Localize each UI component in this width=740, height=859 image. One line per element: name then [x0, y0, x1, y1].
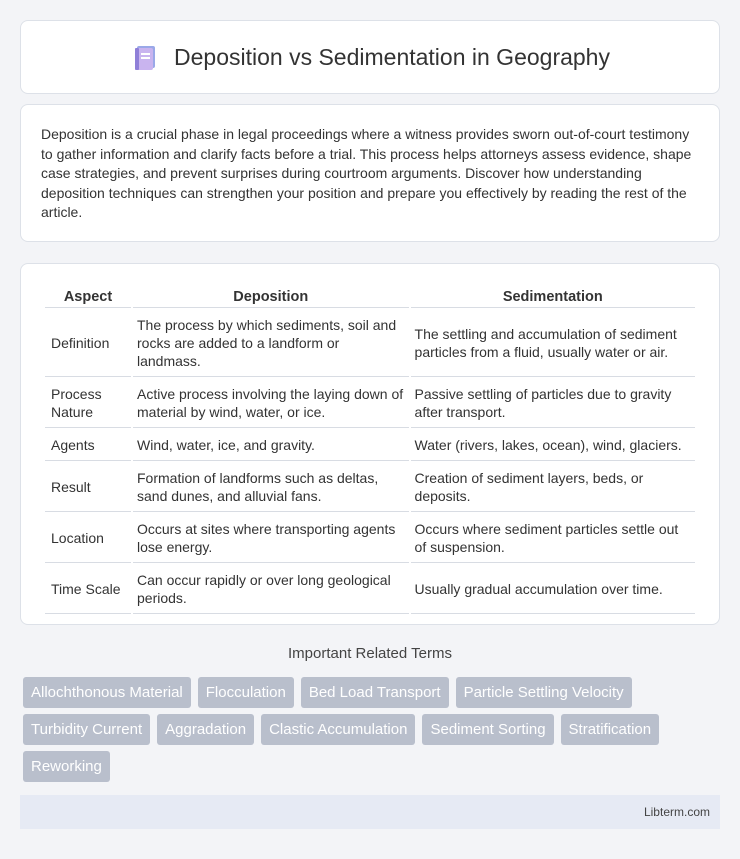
- row-sedimentation: Creation of sediment layers, beds, or deposits.: [411, 463, 695, 512]
- row-sedimentation: Passive settling of particles due to gravity after transport.: [411, 379, 695, 428]
- row-sedimentation: Water (rivers, lakes, ocean), wind, glaciers.: [411, 430, 695, 461]
- table-header-row: [45, 284, 695, 308]
- related-terms-title: Important Related Terms: [288, 645, 452, 662]
- related-term-tag[interactable]: Clastic Accumulation: [261, 714, 415, 745]
- row-aspect: Time Scale: [45, 565, 131, 614]
- row-aspect: Result: [45, 463, 131, 512]
- footer-site-link[interactable]: Libterm.com: [643, 805, 710, 819]
- related-term-tag[interactable]: Stratification: [561, 714, 660, 745]
- row-aspect: Location: [45, 514, 131, 563]
- row-sedimentation: The settling and accumulation of sediment particles from a fluid, usually water or air.: [411, 310, 695, 377]
- header-aspect: Aspect: [45, 284, 131, 308]
- title-wrap: [130, 42, 610, 72]
- related-term-tag[interactable]: Particle Settling Velocity: [456, 677, 632, 708]
- row-deposition: Occurs at sites where transporting agents lose energy.: [133, 514, 409, 563]
- row-sedimentation: Usually gradual accumulation over time.: [411, 565, 695, 614]
- footer: [20, 795, 720, 829]
- related-term-tag[interactable]: Sediment Sorting: [422, 714, 553, 745]
- table-row: [45, 310, 695, 377]
- row-deposition: Active process involving the laying down of material by wind, water, or ice.: [133, 379, 409, 428]
- related-term-tag[interactable]: Allochthonous Material: [23, 677, 191, 708]
- related-terms-list: [23, 677, 723, 782]
- book-icon: [130, 42, 160, 72]
- row-deposition: Formation of landforms such as deltas, sand dunes, and alluvial fans.: [133, 463, 409, 512]
- related-term-tag[interactable]: Aggradation: [157, 714, 254, 745]
- table-row: [45, 514, 695, 563]
- intro-text: Deposition is a crucial phase in legal proceedings where a witness provides sworn out-of-court testimony to gather information and clarify facts before a trial. This process helps attorneys assess evidence, shape case strategies, and prevent surprises during courtroom arguments. Discover how understanding deposition techniques can strengthen your position and prepare you effectively by reading the rest of the article.: [41, 126, 692, 221]
- related-term-tag[interactable]: Flocculation: [198, 677, 294, 708]
- related-term-tag[interactable]: Turbidity Current: [23, 714, 150, 745]
- row-aspect: Definition: [45, 310, 131, 377]
- row-aspect: Agents: [45, 430, 131, 461]
- page-title: Deposition vs Sedimentation in Geography: [174, 43, 610, 70]
- table-row: [45, 565, 695, 614]
- row-deposition: Can occur rapidly or over long geological periods.: [133, 565, 409, 614]
- row-aspect: Process Nature: [45, 379, 131, 428]
- table-card: [20, 263, 720, 625]
- intro-card: [20, 104, 720, 242]
- table-row: [45, 463, 695, 512]
- row-deposition: The process by which sediments, soil and rocks are added to a landform or landmass.: [133, 310, 409, 377]
- header-card: [20, 20, 720, 94]
- related-term-tag[interactable]: Bed Load Transport: [301, 677, 449, 708]
- header-sedimentation: Sedimentation: [411, 284, 695, 308]
- table-row: [45, 379, 695, 428]
- related-term-tag[interactable]: Reworking: [23, 751, 110, 782]
- row-sedimentation: Occurs where sediment particles settle out of suspension.: [411, 514, 695, 563]
- header-deposition: Deposition: [133, 284, 409, 308]
- row-deposition: Wind, water, ice, and gravity.: [133, 430, 409, 461]
- table-row: [45, 430, 695, 461]
- comparison-table: [43, 282, 697, 616]
